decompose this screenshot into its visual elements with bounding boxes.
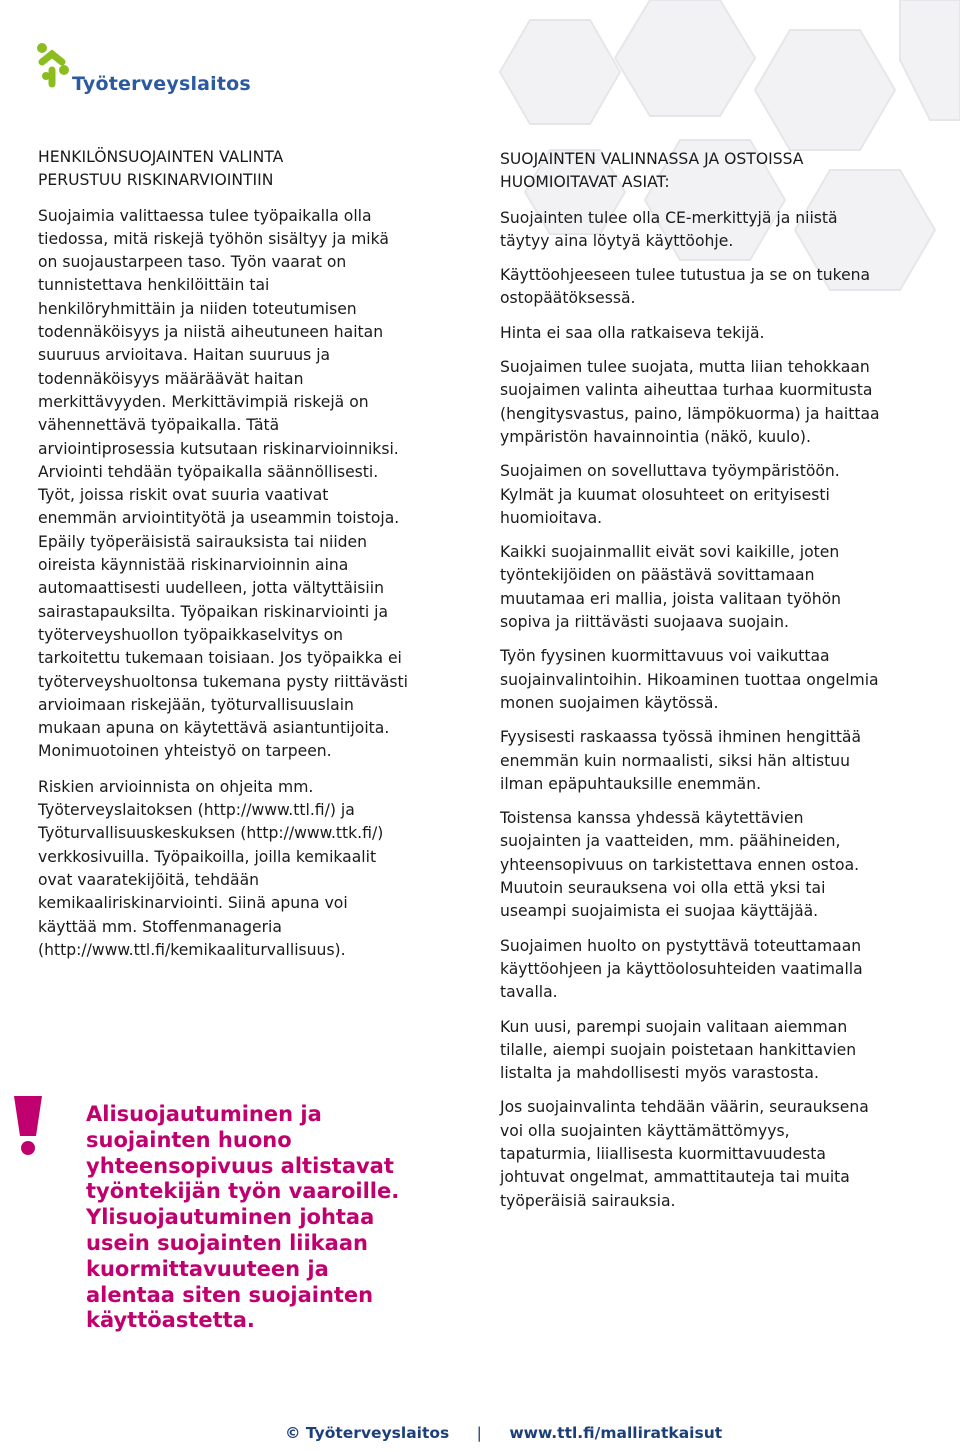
- footer-url-link[interactable]: www.ttl.fi/malliratkaisut: [509, 1424, 723, 1442]
- right-paragraph: Kaikki suojainmallit eivät sovi kaikille, joten työntekijöiden on päästävä sovittamaan muutamaa eri mallia, joista valitaan työhön sopiva ja riittävästi suojaava suojain.: [500, 543, 842, 632]
- left-paragraph-1: Suojaimia valittaessa tulee työpaikalla olla tiedossa, mitä riskejä työhön sisältyy ja mikä on suojaustarpeen taso. Työn vaarat on tunnistettava henkilöittäin tai henkilöryhmittäin ja niiden toteutumisen todennäköisyys ja niistä aiheutuneen haitan suuruus arvioitava. Haitan suuruus ja todennäköisyys määräävät haitan merkittävyyden. Merkittävimpiä riskejä on vähennettävä työpaikalla. Tätä arviointiprosessia kutsutaan riskinarvioinniksi. Arviointi tehdään työpaikalla säännöllisesti. Työt, joissa riskit ovat suuria vaativat enemmän arviointityötä ja useammin toistoja. Epäily työperäisistä sairauksista tai niiden oireista käynnistää riskinarvioinnin aina automaattisesti uudelleen, jotta vältyttäisiin sairastapauksilta. Työpaikan riskinarviointi ja työterveyshuollon työpaikkaselvitys on tarkoitettu tukemaan toisiaan. Jos työpaikka ei työterveyshuoltonsa tukemana pysty riittävästi arvioimaan riskejään, työturvallisuuslain mukaan apuna on käytettävä asiantuntijoita. Monimuotoinen yhteistyö on tarpeen.: [38, 206, 408, 761]
- right-paragraph: Hinta ei saa olla ratkaiseva tekijä.: [500, 323, 765, 342]
- left-heading: [38, 146, 408, 193]
- footer: [285, 1424, 722, 1442]
- right-paragraph: Toistensa kanssa yhdessä käytettävien suojainten ja vaatteiden, mm. päähineiden, yhteensopivuus on tarkistettava ennen ostoa. Muutoin seurauksena voi olla että yksi tai useampi suojaimista ei suojaa käyttäjää.: [500, 809, 860, 921]
- left-paragraph-2: Riskien arvioinnista on ohjeita mm. Työterveyslaitoksen (http://www.ttl.fi/) ja Työturvallisuuskeskuksen (http://www.ttk.fi/) verkkosivuilla. Työpaikoilla, joilla kemikaalit ovat vaaratekijöitä, tehdään kemikaaliriskinarviointi. Siinä apuna voi käyttää mm. Stoffenmanageria (http://www.ttl.fi/kemikaaliturvallisuus).: [38, 777, 384, 959]
- logo-text: Työterveyslaitos: [72, 73, 251, 95]
- right-column: [500, 148, 880, 1224]
- right-paragraph: Fyysisesti raskaassa työssä ihminen hengittää enemmän kuin normaalisti, siksi hän altistuu ilman epäpuhtauksille enemmän.: [500, 728, 862, 793]
- right-paragraph: Suojaimen tulee suojata, mutta liian tehokkaan suojaimen valinta aiheuttaa turhaa kuormitusta (hengitysvastus, paino, lämpökuorma) ja haittaa ympäristön havainnointia (näkö, kuulo).: [500, 358, 880, 446]
- footer-separator: |: [476, 1424, 482, 1442]
- warning-text: Alisuojautuminen ja suojainten huono yhteensopivuus altistavat työntekijän työn vaaroille. Ylisuojautuminen johtaa usein suojainten liikaan kuormittavuuteen ja alentaa siten suojainten käyttöastetta.: [86, 1102, 400, 1333]
- left-heading-line1: HENKILÖNSUOJAINTEN VALINTA: [38, 148, 284, 166]
- right-heading-line1: SUOJAINTEN VALINNASSA JA OSTOISSA: [500, 150, 804, 168]
- right-paragraph: Käyttöohjeeseen tulee tutustua ja se on tukena ostopäätöksessä.: [500, 266, 871, 308]
- right-heading: [500, 148, 880, 195]
- right-paragraph: Suojaimen huolto on pystyttävä toteuttamaan käyttöohjeen ja käyttöolosuhteiden vaatimalla tavalla.: [500, 936, 863, 1002]
- right-heading-line2: HUOMIOITAVAT ASIAT:: [500, 173, 670, 192]
- right-paragraph: Jos suojainvalinta tehdään väärin, seurauksena voi olla suojainten käyttämättömyys, tapaturmia, liiallisesta kuormittavuudesta johtuvat ongelmat, ammattitauteja tai muita työperäisiä sairauksia.: [500, 1098, 869, 1210]
- right-paragraph: Työn fyysinen kuormittavuus voi vaikuttaa suojainvalintoihin. Hikoaminen tuottaa ongelmia monen suojaimen käytössä.: [500, 647, 879, 712]
- left-column: [38, 146, 408, 974]
- footer-copyright: © Työterveyslaitos: [285, 1424, 450, 1442]
- right-paragraph: Suojaimen on sovelluttava työympäristöön. Kylmät ja kuumat olosuhteet on erityisesti huomioitava.: [500, 462, 840, 527]
- right-paragraph: Kun uusi, parempi suojain valitaan aiemman tilalle, aiempi suojain poistetaan hankittavien listalta ja mahdollisesti myös varastosta.: [500, 1017, 857, 1083]
- right-paragraph: Suojainten tulee olla CE-merkittyjä ja niistä täytyy aina löytyä käyttöohje.: [500, 208, 838, 250]
- left-heading-line2: PERUSTUU RISKINARVIOINTIIN: [38, 171, 274, 190]
- exclamation-icon: [6, 1096, 50, 1156]
